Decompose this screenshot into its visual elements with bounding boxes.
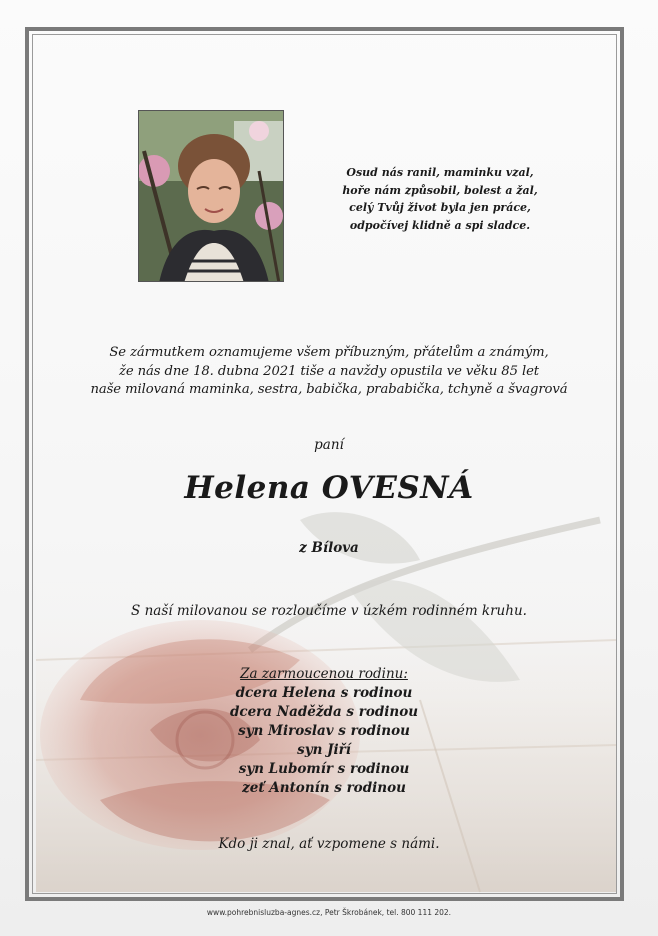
origin-place: z Bílova <box>299 540 359 556</box>
mourner-name: dcera Naděžda s rodinou <box>229 704 419 720</box>
announcement-line: Se zármutkem oznamujeme všem příbuzným, přátelům a známým, <box>109 345 549 360</box>
mourners-list <box>200 665 448 798</box>
mourners-heading: Za zarmoucenou rodinu: <box>240 666 408 682</box>
mourner-name: syn Miroslav s rodinou <box>238 723 410 739</box>
announcement-line: že nás dne 18. dubna 2021 tiše a navždy opustila ve věku 85 let <box>118 363 539 379</box>
announcement-text <box>60 344 598 400</box>
poem-line: hoře nám způsobil, bolest a žal, <box>342 183 538 197</box>
portrait-photo-icon <box>139 111 284 282</box>
footer-credit: www.pohrebnisluzba-agnes.cz, Petr Škrobánek, tel. 800 111 202. <box>206 908 452 917</box>
poem-line: Osud nás ranil, maminku vzal, <box>346 166 534 179</box>
deceased-name: Helena OVESNÁ <box>184 470 474 506</box>
mourner-name: syn Lubomír s rodinou <box>238 761 410 777</box>
mourner-name: zeť Antonín s rodinou <box>242 780 406 796</box>
closing-line: Kdo ji znal, ať vzpomene s námi. <box>218 836 440 852</box>
announcement-line: naše milovaná maminka, sestra, babička, prababička, tchyně a švagrová <box>90 382 568 397</box>
portrait-photo <box>138 110 284 282</box>
mourner-name: dcera Helena s rodinou <box>235 685 413 701</box>
poem-line: odpočívej klidně a spi sladce. <box>349 218 531 232</box>
honorific: paní <box>314 437 344 453</box>
memorial-poem <box>330 164 550 234</box>
poem-line: celý Tvůj život byla jen práce, <box>349 201 531 214</box>
farewell-note: S naší milovanou se rozloučíme v úzkém rodinném kruhu. <box>131 603 527 619</box>
mourner-name: syn Jiří <box>297 742 351 758</box>
